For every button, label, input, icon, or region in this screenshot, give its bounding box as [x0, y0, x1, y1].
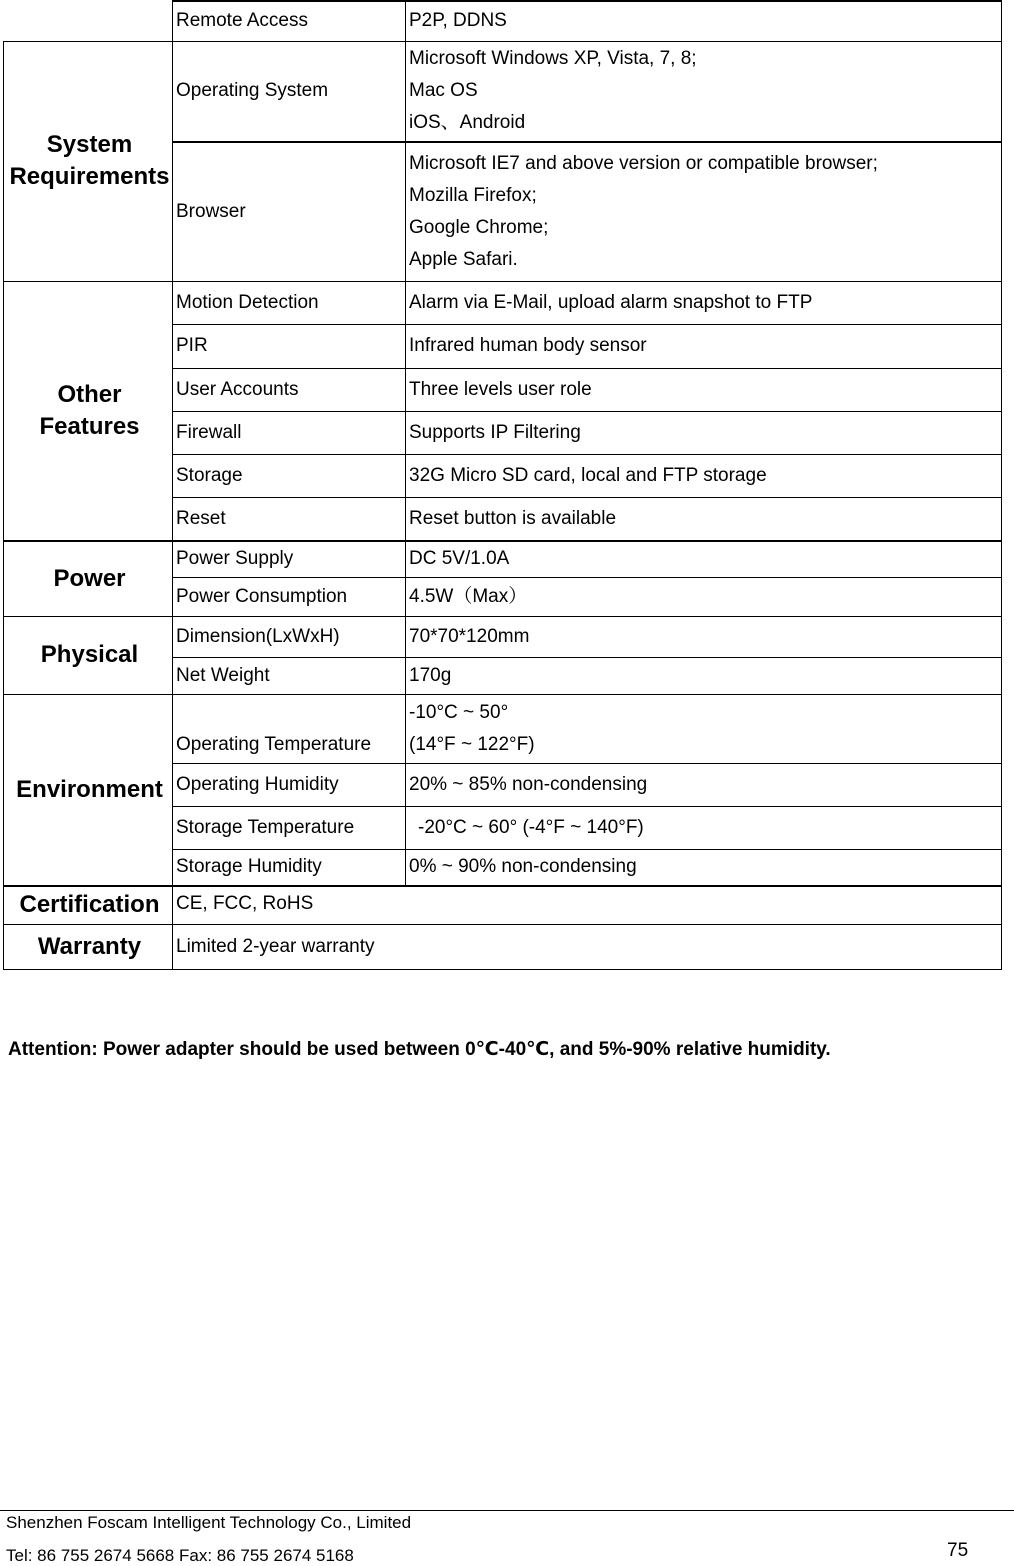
spec-value: -20°C ~ 60° (-4°F ~ 140°F): [406, 806, 1002, 849]
spec-label: Net Weight: [173, 657, 406, 694]
spec-label: Operating System: [173, 41, 406, 142]
category-certification: Certification: [4, 886, 173, 924]
footer-company: Shenzhen Foscam Intelligent Technology Co., Limited: [6, 1513, 412, 1532]
table-row: [4, 616, 1002, 657]
spec-value: 4.5W（Max）: [406, 577, 1002, 616]
spec-label: Storage: [173, 454, 406, 497]
spec-label: Power Consumption: [173, 577, 406, 616]
table-row: [4, 541, 1002, 577]
spec-value-operating-system: Microsoft Windows XP, Vista, 7, 8; Mac OS iOS、Android: [406, 41, 1002, 142]
table-row: [4, 924, 1002, 969]
spec-label: Motion Detection: [173, 281, 406, 324]
spec-value: 70*70*120mm: [406, 616, 1002, 657]
table-row: [4, 694, 1002, 763]
category-physical: Physical: [4, 616, 173, 694]
spec-value-operating-temperature: -10°C ~ 50° (14°F ~ 122°F): [406, 694, 1002, 763]
spec-value-browser: Microsoft IE7 and above version or compatible browser; Mozilla Firefox; Google Chrome; Apple Safari.: [406, 142, 1002, 281]
spec-label: Browser: [173, 142, 406, 281]
category-warranty: Warranty: [4, 924, 173, 969]
spec-value: DC 5V/1.0A: [406, 541, 1002, 577]
spec-value: Infrared human body sensor: [406, 324, 1002, 368]
footer-contact: Tel: 86 755 2674 5668 Fax: 86 755 2674 5168: [6, 1546, 354, 1565]
spec-value: P2P, DDNS: [406, 1, 1002, 41]
table-row: [4, 886, 1002, 924]
spec-label: Storage Humidity: [173, 849, 406, 886]
category-other-features: Other Features: [4, 281, 173, 541]
spec-label: Power Supply: [173, 541, 406, 577]
category-environment: Environment: [4, 694, 173, 886]
table-row: [4, 1, 1002, 41]
spec-label: Dimension(LxWxH): [173, 616, 406, 657]
footer-divider: [0, 1510, 1014, 1511]
spec-label: User Accounts: [173, 368, 406, 411]
spec-value: 0% ~ 90% non-condensing: [406, 849, 1002, 886]
spec-table: [3, 0, 1002, 970]
spec-label: PIR: [173, 324, 406, 368]
category-power: Power: [4, 541, 173, 616]
spec-value: Alarm via E-Mail, upload alarm snapshot to FTP: [406, 281, 1002, 324]
spec-label: Remote Access: [173, 1, 406, 41]
spec-label: Storage Temperature: [173, 806, 406, 849]
spec-label: Reset: [173, 497, 406, 541]
table-row: [4, 281, 1002, 324]
table-row: [4, 41, 1002, 142]
spec-value: Supports IP Filtering: [406, 411, 1002, 454]
spec-value: 32G Micro SD card, local and FTP storage: [406, 454, 1002, 497]
spec-value: 20% ~ 85% non-condensing: [406, 763, 1002, 806]
spec-label: Operating Humidity: [173, 763, 406, 806]
spec-value: Reset button is available: [406, 497, 1002, 541]
spec-label: Firewall: [173, 411, 406, 454]
spec-value: Three levels user role: [406, 368, 1002, 411]
spec-value: Limited 2-year warranty: [173, 924, 1002, 969]
category-system-requirements: System Requirements: [4, 41, 173, 281]
empty-category-cell: [4, 1, 173, 41]
spec-value: 170g: [406, 657, 1002, 694]
spec-label: Operating Temperature: [173, 694, 406, 763]
page-number: 75: [947, 1540, 969, 1561]
spec-value: CE, FCC, RoHS: [173, 886, 1002, 924]
attention-note: Attention: Power adapter should be used between 0℃-40℃, and 5%-90% relative humidity.: [8, 1039, 831, 1060]
